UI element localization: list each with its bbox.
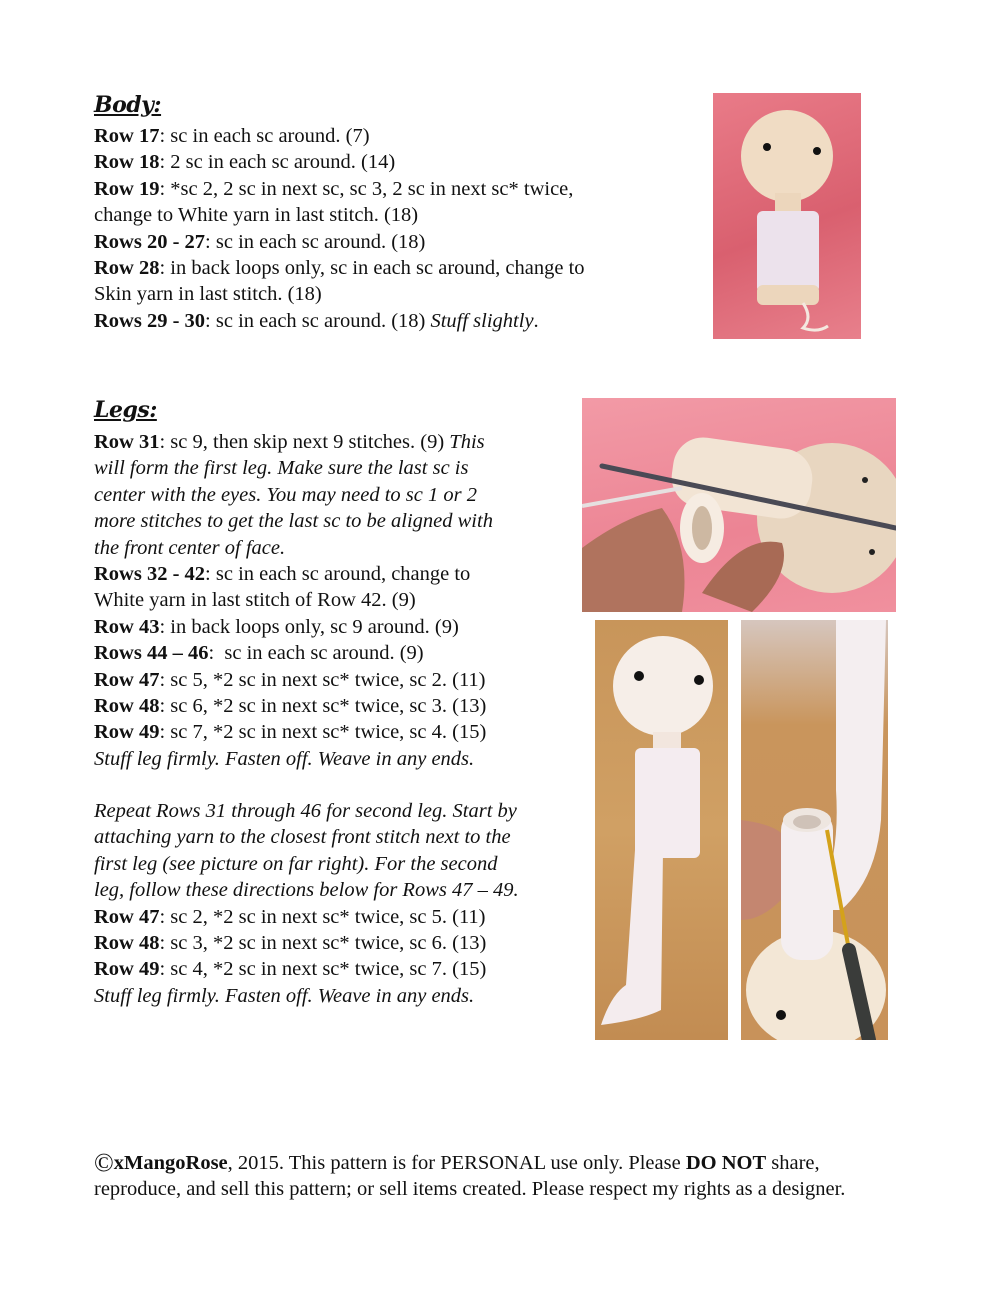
instruction-row xyxy=(94,667,493,693)
copyright-line xyxy=(94,1150,845,1176)
instruction-row xyxy=(94,587,493,613)
doll-illustration xyxy=(713,93,861,339)
footer-emphasis: DO NOT xyxy=(685,1152,767,1174)
row-label: Row 17 xyxy=(94,125,160,147)
instruction-row xyxy=(94,719,493,745)
legs-instructions xyxy=(94,429,493,772)
copyright-line: reproduce, and sell this pattern; or sell items created. Please respect my rights as a designer. xyxy=(94,1178,846,1201)
row-label: Row 19 xyxy=(94,177,160,200)
row-label: Row 18 xyxy=(94,151,160,174)
photo-body-doll xyxy=(713,93,861,339)
row-text: : in back loops only, sc 9 around. (9) xyxy=(159,615,459,638)
instruction-row xyxy=(94,123,585,149)
row-label: Row 48 xyxy=(94,932,160,955)
instruction-row xyxy=(94,640,493,666)
row-label: Row 48 xyxy=(94,695,160,718)
instruction-note: attaching yarn to the closest front stitch next to the xyxy=(94,826,511,849)
body-heading: Body: xyxy=(94,92,162,118)
instruction-row xyxy=(94,229,585,255)
instruction-note: Stuff leg firmly. Fasten off. Weave in any ends. xyxy=(94,984,475,1007)
instruction-row xyxy=(94,176,585,202)
row-text: : sc 9, then skip next 9 stitches. (9) xyxy=(159,431,450,453)
second-leg-illustration xyxy=(741,620,888,1040)
footer-text: , 2015. This pattern is for PERSONAL use only. Please xyxy=(227,1152,686,1174)
instruction-row xyxy=(94,281,585,307)
row-text: Skin yarn in last stitch. (18) xyxy=(94,283,322,306)
instruction-note: more stitches to get the last sc to be aligned with xyxy=(94,510,493,533)
instruction-note: will form the first leg. Make sure the last sc is xyxy=(94,457,469,480)
row-text: : sc in each sc around. (9) xyxy=(208,642,424,665)
photo-one-leg-doll xyxy=(595,620,728,1040)
row-note: This xyxy=(449,431,485,453)
photo-hook-leg xyxy=(582,398,896,612)
instruction-note: first leg (see picture on far right). For the second xyxy=(94,852,498,875)
row-text: : sc in each sc around. (18) xyxy=(205,230,426,253)
row-text: . xyxy=(533,309,539,332)
instruction-row xyxy=(94,429,493,455)
row-label: Row 43 xyxy=(94,615,160,638)
copyright-footer xyxy=(94,1150,845,1203)
second-leg-instructions xyxy=(94,798,519,1009)
instruction-row xyxy=(94,149,585,175)
row-text: : sc 3, *2 sc in next sc* twice, sc 6. (13) xyxy=(159,932,487,955)
row-text: change to White yarn in last stitch. (18) xyxy=(94,204,419,227)
instruction-row xyxy=(94,904,519,930)
instruction-row xyxy=(94,956,519,982)
row-label: Rows 32 - 42 xyxy=(94,563,206,586)
instruction-note: center with the eyes. You may need to sc 1 or 2 xyxy=(94,483,477,506)
instruction-note: the front center of face. xyxy=(94,536,286,559)
row-note: Stuff slightly xyxy=(430,309,534,332)
row-label: Row 49 xyxy=(94,958,160,981)
instruction-note: Stuff leg firmly. Fasten off. Weave in any ends. xyxy=(94,747,475,770)
row-label: Row 28 xyxy=(94,257,160,280)
row-label: Row 49 xyxy=(94,721,160,744)
row-label: Row 47 xyxy=(94,668,160,691)
row-text: : sc 2, *2 sc in next sc* twice, sc 5. (11) xyxy=(159,905,486,928)
row-text: : sc in each sc around. (7) xyxy=(159,125,370,147)
photo-second-leg-start xyxy=(741,620,888,1040)
instruction-row xyxy=(94,308,585,334)
row-label: Row 31 xyxy=(94,431,160,453)
row-text: : sc in each sc around, change to xyxy=(205,563,471,586)
row-text: : sc in each sc around. (18) xyxy=(205,309,431,332)
copyright-icon: © xyxy=(94,1148,114,1177)
row-text: : sc 6, *2 sc in next sc* twice, sc 3. (13) xyxy=(159,695,487,718)
instruction-row xyxy=(94,693,493,719)
instruction-note: Repeat Rows 31 through 46 for second leg. Start by xyxy=(94,800,517,822)
row-text: : sc 7, *2 sc in next sc* twice, sc 4. (15) xyxy=(159,721,487,744)
brand-name: xMangoRose xyxy=(113,1152,228,1174)
row-text: : 2 sc in each sc around. (14) xyxy=(159,151,396,174)
footer-text: share, xyxy=(766,1152,820,1174)
row-text: : sc 5, *2 sc in next sc* twice, sc 2. (11) xyxy=(159,668,486,691)
one-leg-doll-illustration xyxy=(595,620,728,1040)
row-text: : sc 4, *2 sc in next sc* twice, sc 7. (15) xyxy=(159,958,487,981)
instruction-row xyxy=(94,255,585,281)
row-label: Rows 44 – 46 xyxy=(94,642,209,665)
instruction-row xyxy=(94,561,493,587)
row-label: Rows 29 - 30 xyxy=(94,309,206,332)
row-label: Row 47 xyxy=(94,905,160,928)
row-text: : in back loops only, sc in each sc around, change to xyxy=(159,257,585,280)
body-instructions xyxy=(94,123,585,334)
legs-heading: Legs: xyxy=(94,397,157,423)
row-text: White yarn in last stitch of Row 42. (9) xyxy=(94,589,416,612)
hook-leg-illustration xyxy=(582,398,896,612)
instruction-row xyxy=(94,930,519,956)
row-text: : *sc 2, 2 sc in next sc, sc 3, 2 sc in next sc* twice, xyxy=(159,177,574,200)
instruction-row xyxy=(94,202,585,228)
instruction-row xyxy=(94,614,493,640)
instruction-note: leg, follow these directions below for Rows 47 – 49. xyxy=(94,879,519,902)
row-label: Rows 20 - 27 xyxy=(94,230,206,253)
